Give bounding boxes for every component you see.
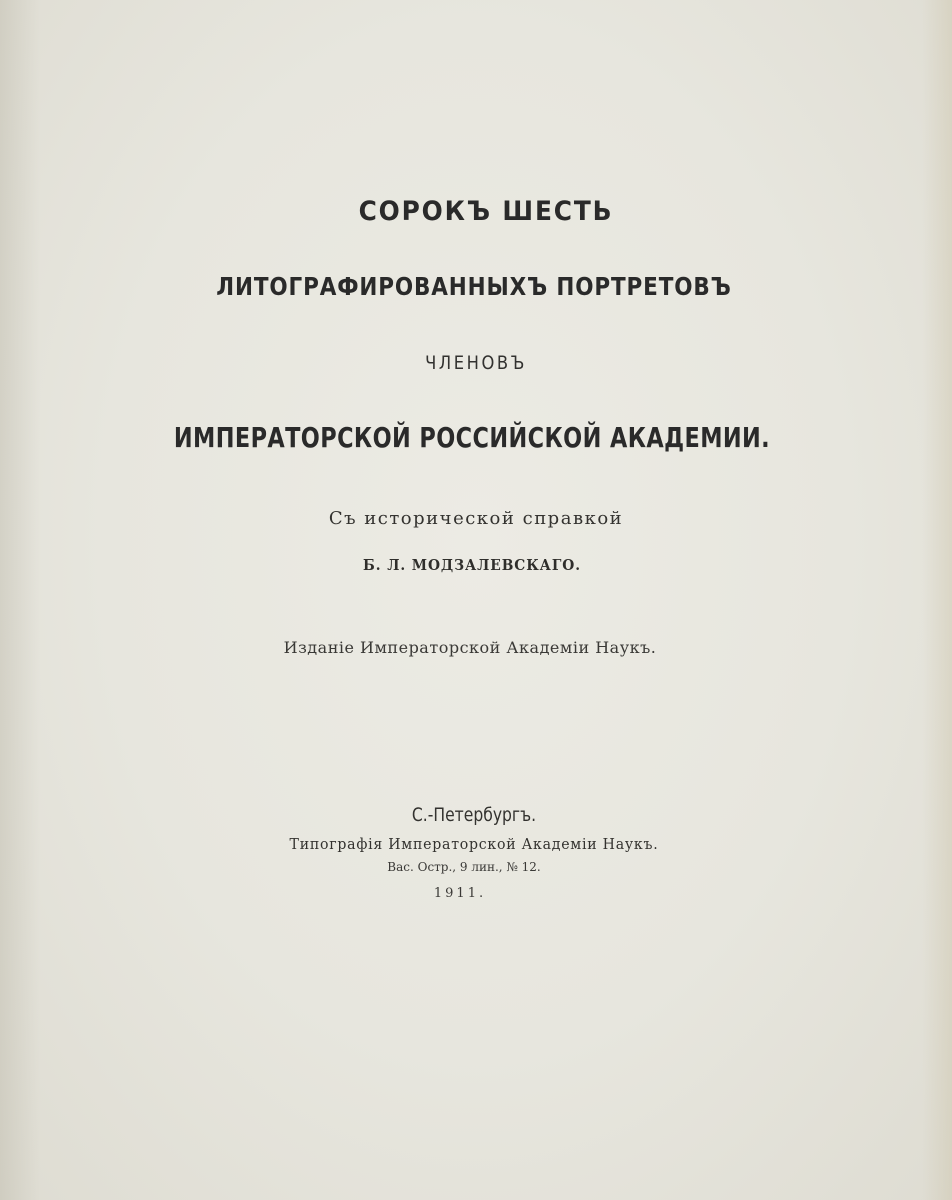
imprint-printer: Типографія Императорской Академіи Наукъ. (289, 835, 659, 853)
subtitle-historical-note: Съ исторической справкой (328, 508, 624, 529)
title-line-academy: ИМПЕРАТОРСКОЙ РОССИЙСКОЙ АКАДЕМИИ. (173, 421, 771, 454)
title-line-forty-six: СОРОКЪ ШЕСТЬ (358, 196, 614, 227)
imprint-city: С.-Петербургъ. (411, 804, 537, 826)
title-line-members: ЧЛЕНОВЪ (425, 352, 527, 374)
imprint-year: 1911. (433, 886, 487, 901)
imprint-address: Вас. Остр., 9 лин., № 12. (387, 860, 541, 874)
author-name: Б. Л. МОДЗАЛЕВСКАГО. (363, 556, 581, 574)
edition-statement: Изданіе Императорской Академіи Наукъ. (283, 638, 657, 657)
title-line-lithographed-portraits: ЛИТОГРАФИРОВАННЫХЪ ПОРТРЕТОВЪ (216, 272, 732, 301)
